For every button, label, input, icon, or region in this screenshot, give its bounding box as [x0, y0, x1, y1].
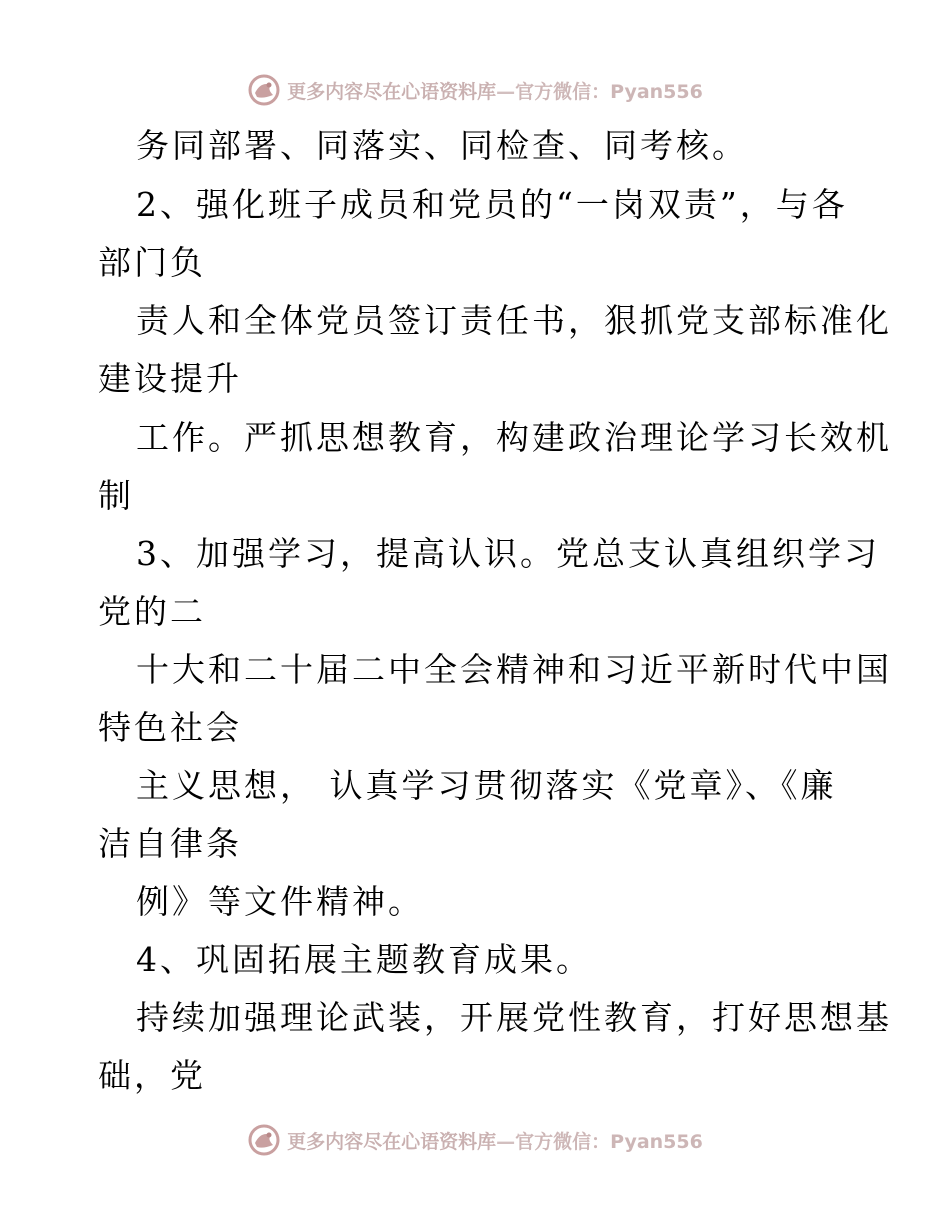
- body-line: 十大和二十届二中全会精神和习近平新时代中国: [136, 650, 892, 689]
- body-line: 3、加强学习，提高认识。党总支认真组织学习: [136, 534, 880, 573]
- body-line: 务同部署、同落实、同检查、同考核。: [136, 126, 748, 165]
- body-line: 特色社会: [98, 708, 242, 747]
- body-line: 持续加强理论武装，开展党性教育，打好思想基: [136, 998, 892, 1037]
- body-line: 主义思想， 认真学习贯彻落实《党章》、《廉: [136, 766, 837, 805]
- body-line: 2、强化班子成员和党员的“一岗双责”，与各: [136, 185, 848, 224]
- watermark-separator: —: [496, 80, 516, 103]
- watermark-wechat: 官方微信：Pyan556: [515, 1130, 703, 1153]
- body-line: 制: [98, 476, 134, 515]
- body-line: 部门负: [98, 243, 206, 282]
- header-watermark: [0, 70, 950, 110]
- body-line: 责人和全体党员签订责任书，狠抓党支部标准化: [136, 301, 892, 340]
- watermark-text: 更多内容尽在心语资料库: [287, 1130, 497, 1153]
- dragon-seal-icon: [247, 1123, 281, 1157]
- body-line: 洁自律条: [98, 824, 242, 863]
- footer-watermark: [0, 1120, 950, 1160]
- body-line: 建设提升: [98, 359, 242, 398]
- watermark-text: 更多内容尽在心语资料库: [287, 80, 497, 103]
- body-line: 4、巩固拓展主题教育成果。: [136, 940, 592, 979]
- watermark-wechat: 官方微信：Pyan556: [515, 80, 703, 103]
- body-line: 础，党: [98, 1056, 206, 1095]
- body-line: 党的二: [98, 592, 206, 631]
- watermark-separator: —: [496, 1130, 516, 1153]
- dragon-seal-icon: [247, 73, 281, 107]
- body-line: 工作。严抓思想教育，构建政治理论学习长效机: [136, 418, 892, 457]
- body-line: 例》等文件精神。: [136, 882, 424, 921]
